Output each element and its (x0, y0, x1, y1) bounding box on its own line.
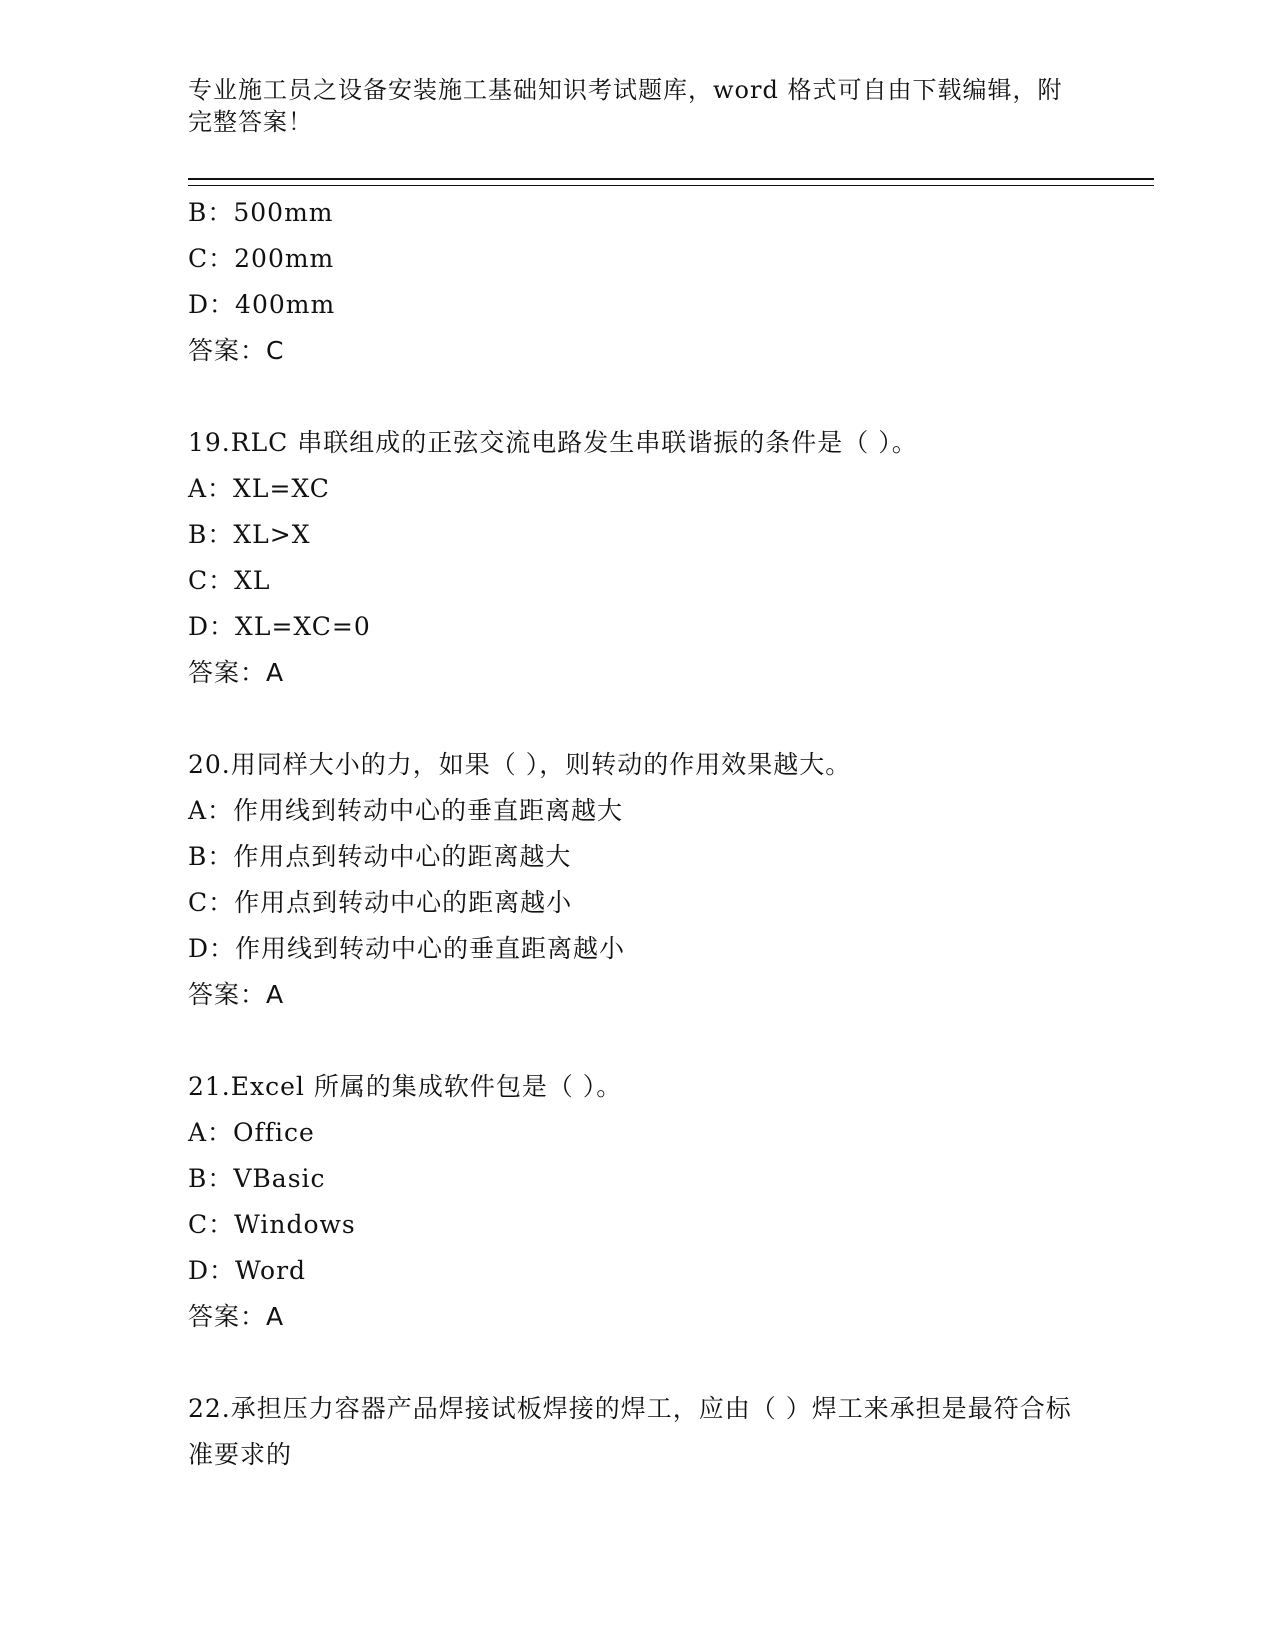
option-c: C：Windows (188, 1210, 356, 1239)
option-b: B：作用点到转动中心的距离越大 (188, 842, 572, 871)
document-header (188, 74, 1068, 138)
answer-line: 答案：A (188, 1302, 285, 1331)
option-c: C：200mm (188, 244, 335, 273)
prev-question-block (188, 190, 1088, 374)
option-d: D：400mm (188, 290, 336, 319)
question-stem: 20.用同样大小的力，如果（ ），则转动的作用效果越大。 (188, 750, 852, 779)
document-body (188, 190, 1088, 1478)
option-a: A：Office (188, 1118, 315, 1147)
answer-line: 答案：A (188, 658, 285, 687)
option-a: A：XL=XC (188, 474, 330, 503)
option-c: C：作用点到转动中心的距离越小 (188, 888, 573, 917)
option-d: D：作用线到转动中心的垂直距离越小 (188, 934, 626, 963)
header-text: 专业施工员之设备安装施工基础知识考试题库，word 格式可自由下载编辑，附完整答案！ (188, 76, 1063, 136)
question-stem: 21.Excel 所属的集成软件包是（ ）。 (188, 1072, 623, 1101)
question-21 (188, 1064, 1088, 1340)
option-b: B：XL>X (188, 520, 311, 549)
question-stem: 19.RLC 串联组成的正弦交流电路发生串联谐振的条件是（ ）。 (188, 428, 918, 457)
option-d: D：XL=XC=0 (188, 612, 371, 641)
answer-line: 答案：A (188, 980, 285, 1009)
question-22 (188, 1386, 1088, 1478)
question-20 (188, 742, 1088, 1018)
option-a: A：作用线到转动中心的垂直距离越大 (188, 796, 624, 825)
answer-line: 答案：C (188, 336, 285, 365)
option-b: B：VBasic (188, 1164, 326, 1193)
header-divider (188, 178, 1154, 186)
option-d: D：Word (188, 1256, 307, 1285)
option-b: B：500mm (188, 198, 334, 227)
question-stem: 22.承担压力容器产品焊接试板焊接的焊工，应由（ ）焊工来承担是最符合标准要求的 (188, 1394, 1072, 1469)
question-19 (188, 420, 1088, 696)
option-c: C：XL (188, 566, 271, 595)
